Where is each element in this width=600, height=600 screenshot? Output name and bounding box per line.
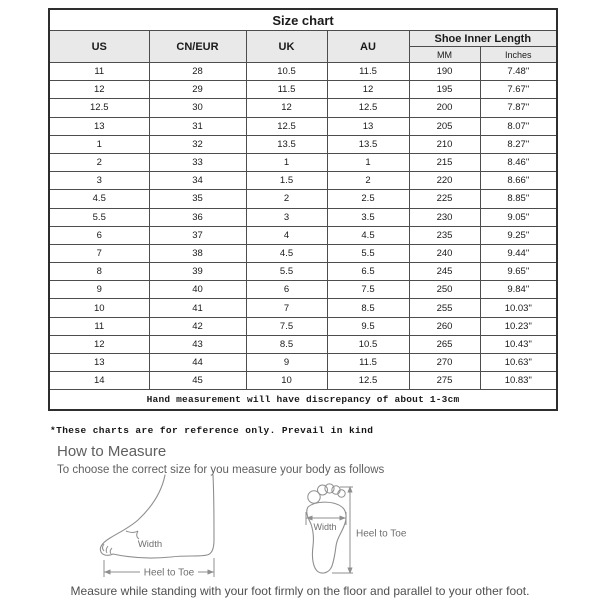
- table-cell: 12: [49, 335, 149, 353]
- table-cell: 12.5: [49, 99, 149, 117]
- table-cell: 265: [409, 335, 480, 353]
- table-cell: 37: [149, 226, 246, 244]
- table-cell: 1: [49, 135, 149, 153]
- table-footer-note: Hand measurement will have discrepancy of about 1-3cm: [49, 390, 557, 411]
- table-cell: 270: [409, 354, 480, 372]
- ball-curl-line: [126, 531, 139, 539]
- table-cell: 8.46": [480, 153, 557, 171]
- table-cell: 33: [149, 153, 246, 171]
- table-cell: 8.85": [480, 190, 557, 208]
- table-cell: 32: [149, 135, 246, 153]
- table-cell: 12.5: [246, 117, 327, 135]
- table-row: [49, 117, 557, 135]
- measure-instruction: Measure while standing with your foot firmly on the floor and parallel to your other foot.: [70, 584, 530, 598]
- table-row: [49, 81, 557, 99]
- table-cell: 36: [149, 208, 246, 226]
- footprint-width-label: Width: [313, 522, 337, 532]
- table-row: [49, 372, 557, 390]
- table-row: [49, 153, 557, 171]
- table-cell: 3: [49, 172, 149, 190]
- col-header-cn-eur: CN/EUR: [149, 31, 246, 63]
- table-cell: 9.84": [480, 281, 557, 299]
- table-row: [49, 317, 557, 335]
- arrow-right-icon: [340, 516, 347, 521]
- table-cell: 13.5: [327, 135, 409, 153]
- table-header: [49, 9, 557, 63]
- table-cell: 7.87": [480, 99, 557, 117]
- table-cell: 43: [149, 335, 246, 353]
- table-cell: 13.5: [246, 135, 327, 153]
- table-cell: 10.83": [480, 372, 557, 390]
- table-cell: 10.5: [246, 63, 327, 81]
- table-cell: 230: [409, 208, 480, 226]
- table-cell: 13: [327, 117, 409, 135]
- table-cell: 12.5: [327, 99, 409, 117]
- table-cell: 195: [409, 81, 480, 99]
- table-cell: 11.5: [327, 354, 409, 372]
- table-cell: 29: [149, 81, 246, 99]
- table-cell: 9: [49, 281, 149, 299]
- table-cell: 4.5: [327, 226, 409, 244]
- col-header-inches: Inches: [480, 47, 557, 63]
- table-cell: 8.66": [480, 172, 557, 190]
- table-cell: 7: [246, 299, 327, 317]
- how-to-measure-title: How to Measure: [57, 443, 167, 460]
- col-group-shoe-inner-length: Shoe Inner Length: [409, 31, 557, 47]
- table-cell: 245: [409, 263, 480, 281]
- table-cell: 225: [409, 190, 480, 208]
- table-cell: 7.67": [480, 81, 557, 99]
- table-row: [49, 208, 557, 226]
- table-cell: 10: [246, 372, 327, 390]
- table-cell: 8.5: [246, 335, 327, 353]
- table-cell: 10.23": [480, 317, 557, 335]
- table-row: [49, 190, 557, 208]
- toe-icon: [318, 485, 328, 495]
- table-cell: 8: [49, 263, 149, 281]
- table-row: [49, 299, 557, 317]
- table-cell: 9.05": [480, 208, 557, 226]
- side-heel-to-toe-label: Heel to Toe: [143, 567, 195, 579]
- table-cell: 42: [149, 317, 246, 335]
- col-header-us: US: [49, 31, 149, 63]
- table-cell: 12.5: [327, 372, 409, 390]
- table-cell: 1: [246, 153, 327, 171]
- table-cell: 10.43": [480, 335, 557, 353]
- table-cell: 13: [49, 117, 149, 135]
- table-cell: 11: [49, 317, 149, 335]
- table-cell: 5.5: [246, 263, 327, 281]
- table-cell: 215: [409, 153, 480, 171]
- col-header-au: AU: [327, 31, 409, 63]
- col-header-uk: UK: [246, 31, 327, 63]
- table-cell: 9: [246, 354, 327, 372]
- table-row: [49, 335, 557, 353]
- table-row: [49, 172, 557, 190]
- table-row: [49, 263, 557, 281]
- table-cell: 9.44": [480, 244, 557, 262]
- table-cell: 9.5: [327, 317, 409, 335]
- table-cell: 255: [409, 299, 480, 317]
- table-cell: 9.65": [480, 263, 557, 281]
- table-cell: 30: [149, 99, 246, 117]
- table-footer-row: [49, 390, 557, 411]
- table-cell: 4.5: [246, 244, 327, 262]
- table-cell: 8.07": [480, 117, 557, 135]
- table-cell: 210: [409, 135, 480, 153]
- table-cell: 5.5: [49, 208, 149, 226]
- table-cell: 6: [246, 281, 327, 299]
- table-cell: 8.27": [480, 135, 557, 153]
- table-title-row: [49, 9, 557, 31]
- footprint-heel-to-toe-label: Heel to Toe: [356, 528, 407, 540]
- table-cell: 4.5: [49, 190, 149, 208]
- table-cell: 205: [409, 117, 480, 135]
- table-cell: 31: [149, 117, 246, 135]
- toe-icon: [332, 486, 340, 494]
- table-cell: 10.03": [480, 299, 557, 317]
- table-row: [49, 135, 557, 153]
- table-cell: 11.5: [246, 81, 327, 99]
- table-cell: 8.5: [327, 299, 409, 317]
- table-cell: 275: [409, 372, 480, 390]
- arrow-left-icon: [104, 569, 111, 574]
- table-cell: 35: [149, 190, 246, 208]
- table-cell: 28: [149, 63, 246, 81]
- foot-side-view-diagram: [96, 474, 222, 586]
- table-cell: 11: [49, 63, 149, 81]
- table-cell: 250: [409, 281, 480, 299]
- table-header-row: [49, 31, 557, 47]
- table-cell: 5.5: [327, 244, 409, 262]
- size-chart-table: [48, 8, 558, 411]
- table-cell: 6: [49, 226, 149, 244]
- table-title: Size chart: [49, 9, 557, 31]
- table-cell: 240: [409, 244, 480, 262]
- table-cell: 10.63": [480, 354, 557, 372]
- table-cell: 39: [149, 263, 246, 281]
- table-cell: 11.5: [327, 63, 409, 81]
- table-cell: 1.5: [246, 172, 327, 190]
- table-cell: 12: [327, 81, 409, 99]
- table-cell: 13: [49, 354, 149, 372]
- table-cell: 10: [49, 299, 149, 317]
- side-width-label: Width: [137, 539, 163, 550]
- table-cell: 3: [246, 208, 327, 226]
- table-row: [49, 354, 557, 372]
- table-cell: 12: [49, 81, 149, 99]
- col-header-mm: MM: [409, 47, 480, 63]
- table-cell: 7: [49, 244, 149, 262]
- toe-lines: [103, 544, 113, 554]
- table-cell: 6.5: [327, 263, 409, 281]
- table-cell: 41: [149, 299, 246, 317]
- table-cell: 7.5: [246, 317, 327, 335]
- table-cell: 200: [409, 99, 480, 117]
- table-cell: 14: [49, 372, 149, 390]
- table-row: [49, 99, 557, 117]
- table-row: [49, 226, 557, 244]
- table-cell: 34: [149, 172, 246, 190]
- table-cell: 7.48": [480, 63, 557, 81]
- table-footer: [49, 390, 557, 411]
- footprint-diagram: [304, 480, 416, 582]
- table-cell: 38: [149, 244, 246, 262]
- table-cell: 2: [327, 172, 409, 190]
- table-cell: 7.5: [327, 281, 409, 299]
- arrow-right-icon: [208, 569, 215, 574]
- table-cell: 45: [149, 372, 246, 390]
- table-body: [49, 63, 557, 390]
- table-cell: 2: [49, 153, 149, 171]
- table-cell: 2.5: [327, 190, 409, 208]
- table-cell: 1: [327, 153, 409, 171]
- reference-note: *These charts are for reference only. Prevail in kind: [50, 425, 374, 436]
- table-cell: 220: [409, 172, 480, 190]
- table-cell: 2: [246, 190, 327, 208]
- table-cell: 260: [409, 317, 480, 335]
- table-cell: 44: [149, 354, 246, 372]
- table-row: [49, 281, 557, 299]
- table-cell: 4: [246, 226, 327, 244]
- table-cell: 9.25": [480, 226, 557, 244]
- table-cell: 10.5: [327, 335, 409, 353]
- table-row: [49, 244, 557, 262]
- table-cell: 3.5: [327, 208, 409, 226]
- table-cell: 12: [246, 99, 327, 117]
- footprint-outline: [307, 502, 346, 573]
- table-cell: 235: [409, 226, 480, 244]
- table-row: [49, 63, 557, 81]
- table-cell: 190: [409, 63, 480, 81]
- table-cell: 40: [149, 281, 246, 299]
- how-to-measure-subtitle: To choose the correct size for you measure your body as follows: [57, 464, 385, 476]
